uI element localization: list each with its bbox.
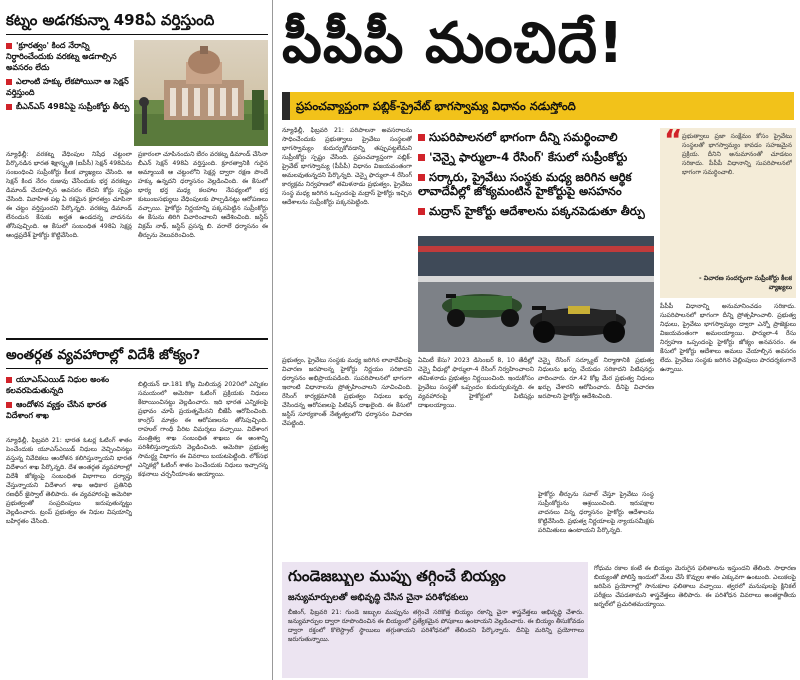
- left-top-body-a: న్యూఢిల్లీ: వరకట్న వేధింపుల నిషేధ చట్టంలా పేర్కొనడిన భారత శిక్షాస్మృతి (ఐపీసీ) సెక్షన్ 498ఏను సంబంధించి సుప్రీంకోర్టు కీలక వ్యాఖ్యలు చేసింది. ఆ సెక్షన్ కింద నేరం రుజువు చేసేందుకు భర్త వరకట్నం డిమాండ్ చేయాల్సిన అవసరం లేదని కోర్టు స్పష్టం చేసింది. వివాహిత పట్ల ఏ రకమైన క్రూరత్వం చూపినా ఈ చట్టం వర్తిస్తుందని పేర్కొన్నది. వరకట్న డిమాండ్ లేనందున కేసుకు అర్హత ఉండదన్న వాదనను తోసిపుచ్చింది. ఆ కేసులో సంబంధిత 498ఏ సెక్షన్ల ఆంధ్రప్రదేశ్ హైకోర్టు కొట్టివేసింది.: [6, 151, 132, 239]
- bullet-square-icon: [6, 104, 12, 110]
- left-top-article: [0, 0, 272, 336]
- left-top-body-b: ప్రకారంలా చూపినందుని బేరం వరకట్న డిమాండ్ చేసినా బీఎన్ సెక్షన్ 498ఏ వర్తిస్తుంది. క్రూరత్వానికి గురైన అమ్మాయికి ఆ చట్టంలోని సెక్షన్ల ద్వారా రక్షణ పొందే హక్కు ఉన్నదని ధర్మాసనం వెల్లడించింది. ఈ కేసులో భార్య భర్త మధ్య కలహాల నేపథ్యంలో భర్త కుటుంబసభ్యులు వేధింపులకు పాల్పడినట్లు ఆరోపణలు వచ్చాయి. హైకోర్టు నిర్ణయాన్ని పక్కనపెట్టిన సుప్రీంకోర్టు ఈ కేసును తిరిగి విచారించాలని ఆదేశించింది. జస్టిస్ విక్రమ్ నాథ్, జస్టిస్ ప్రసన్న బి. వరాలే ధర్మాసనం ఈ తీర్పును వెలువరించింది.: [138, 151, 268, 239]
- bullet-item: ఆందోళన వ్యక్తం చేసిన భారత విదేశాంగ శాఖ: [6, 400, 107, 420]
- bullet-square-icon: [418, 208, 425, 215]
- subheadline-text: ప్రపంచవ్యాప్తంగా పబ్లిక్-ప్రైవేట్ భాగస్వామ్య విధానం నడుస్తోంది: [296, 99, 576, 113]
- bottom-article: [278, 562, 800, 680]
- bullet-square-icon: [418, 154, 425, 161]
- right-lower-col1: ఏమిటీ కేసు? 2023 డిసెంబర్ 8, 10 తేదీల్లో చెన్నై వీధుల్లో ఫార్ములా-4 రేసింగ్ నిర్వహించాలని తమిళనాడు ప్రభుత్వం నిర్ణయించింది. ఇందుకోసం ప్రైవేటు సంస్థతో ఒప్పందం కుదుర్చుకున్నది. ఈ వ్యవహారంపై హైకోర్టులో పిటిషన్లు దాఖలయ్యాయి.: [418, 357, 534, 409]
- main-headline: పీపీపీ మంచిదే!: [282, 11, 625, 76]
- bullet-square-icon: [6, 377, 12, 383]
- bottom-headline-box: [282, 562, 588, 678]
- left-mid-headline: అంతర్గత వ్యవహారాల్లో విదేశీ జోక్యం?: [6, 347, 201, 363]
- bullet-item: బీఎన్ఎస్ 498ఏపై సుప్రీంకోర్టు తీర్పు: [6, 101, 132, 112]
- left-top-bullets: [6, 40, 132, 112]
- divider: [6, 368, 268, 369]
- column-divider: [272, 0, 273, 680]
- bullet-square-icon: [6, 79, 12, 85]
- bottom-body-right: గోధుమ రకాల కంటే ఈ బియ్యం మెరుగైన ఫలితాలను ఇస్తుందని తేలింది. సాధారణ బియ్యంతో పోలిస్తే ఇందులో మేలు చేసే కొవ్వుల శాతం ఎక్కువగా ఉంటుంది. ఎలుకలపై జరిపిన ప్రయోగాల్లో సానుకూల ఫలితాలు వచ్చాయి. త్వరలో మనుషులపై క్లినికల్ పరీక్షలు చేపడతామని శాస్త్రవేత్తలు తెలిపారు. ఈ పరిశోధన వివరాలు అంతర్జాతీయ జర్నల్‌లో ప్రచురితమయ్యాయి.: [594, 565, 796, 608]
- bullet-square-icon: [6, 402, 12, 408]
- bottom-subheadline: జన్యుమార్పులతో అభివృద్ధి చేసిన చైనా పరిశోధకులు: [288, 593, 469, 603]
- left-mid-body-a: న్యూఢిల్లీ, ఫిబ్రవరి 21: భారత ఓటర్ల ఓటింగ్ శాతం పెంచేందుకు యూఎస్ఎయిడ్ నిధులు వెచ్చించినట్టు వస్తున్న నివేదికలు ఆందోళన కలిగిస్తున్నాయని భారత విదేశాంగ శాఖ పేర్కొన్నది. దేశ అంతర్గత వ్యవహారాల్లో విదేశీ జోక్యంపై సంబంధిత విభాగాలు దర్యాప్తు చేస్తున్నాయని విదేశాంగ శాఖ అధికార ప్రతినిధి రణధీర్ జైస్వాల్ తెలిపారు. ఈ వ్యవహారంపై అమెరికా ప్రభుత్వంతో సంప్రదింపులు జరుపుతున్నట్టు వెల్లడించారు. ట్రంప్ ప్రభుత్వం ఈ నిధుల విషయాన్ని బహిర్గతం చేసింది.: [6, 437, 132, 525]
- bottom-body: బీజింగ్, ఫిబ్రవరి 21: గుండె జబ్బుల ముప్పును తగ్గించే సరికొత్త బియ్యం రకాన్ని చైనా శాస్త్రవేత్తలు అభివృద్ధి చేశారు. జన్యుమార్పుల ద్వారా రూపొందించిన ఈ బియ్యంలో ప్రత్యేకమైన పోషకాలు ఉంటాయని వెల్లడించారు. ఈ బియ్యం తీసుకోవడం ద్వారా రక్తంలో కొలెస్ట్రాల్ స్థాయిలు తగ్గుతాయని పరిశోధనలో తేలిందని పేర్కొన్నారు. దీనిపై మరిన్ని ప్రయోగాలు జరుగుతున్నాయి.: [288, 609, 584, 643]
- formula-race-cars-icon: [418, 236, 654, 352]
- quote-icon: “: [664, 123, 683, 156]
- right-lower-col3: హైకోర్టు తీర్పును సవాల్ చేస్తూ ప్రైవేటు సంస్థ సుప్రీంకోర్టును ఆశ్రయించింది. ఇరుపక్షాల వాదనలు విన్న ధర్మాసనం హైకోర్టు ఆదేశాలను కొట్టివేసింది. ప్రభుత్వ నిర్ణయాలపై న్యాయసమీక్షకు పరిమితులు ఉంటాయని పేర్కొన్నది.: [538, 491, 654, 534]
- bullet-item: యూఎస్ఎయిడ్ నిధుల అంశం కలవరపెడుతున్నది: [6, 375, 110, 395]
- subheadline-bar: [282, 92, 794, 120]
- bullet-item: సుపరిపాలనలో భాగంగా దీన్ని సమర్థించాలి: [418, 130, 652, 144]
- bullet-item: 'క్రూరత్వం' కింద నేరాన్ని నిర్ధారించేందుకు వరకట్న అడగాల్సిన అవసరం లేదు: [6, 41, 117, 72]
- quote-text: ప్రభుత్వాలు ప్రజా సంక్షేమం కోసం ప్రైవేటు సంస్థలతో భాగస్వామ్యం కావడం సహజమైన ప్రక్రియ. దీనిని అనుమానంతో చూడటం సరికాదు. పీపీపీ విధానాన్ని సుపరిపాలనలో భాగంగా సమర్థించాలి.: [682, 133, 792, 176]
- right-sidebar-points: పీపీపీ విధానాన్ని అనుమానించడం సరికాదు. సుపరిపాలనలో భాగంగా దీన్ని ప్రోత్సహించాలి. ప్రభుత్వ నిధులు, ప్రైవేటు భాగస్వామ్యం ద్వారా ఎన్నో ప్రాజెక్టులు విజయవంతంగా అమలయ్యాయి. ఫార్ములా-4 రేసు నిర్వహణ ఒప్పందంపై హైకోర్టు జోక్యం అనవసరం. ఈ కేసులో హైకోర్టు ఆదేశాలు అమలు చేయాల్సిన అవసరం లేదు. ప్రైవేటు సంస్థకు జరిగిన చెల్లింపులు పారదర్శకంగానే ఉన్నాయి.: [660, 303, 796, 373]
- race-photo: [418, 236, 654, 352]
- bullet-item: ఎలాంటి హక్కు లేకపోయినా ఆ సెక్షన్ వర్తిస్తుంది: [6, 77, 129, 97]
- right-body-col1: న్యూఢిల్లీ, ఫిబ్రవరి 21: పరిపాలనా అవసరాలను సాధించేందుకు ప్రభుత్వాలు ప్రైవేటు సంస్థలతో భాగస్వామ్యం కుదుర్చుకోవడాన్ని తప్పుపట్టలేమని సుప్రీంకోర్టు స్పష్టం చేసింది. ప్రపంచవ్యాప్తంగా పబ్లిక్-ప్రైవేట్ భాగస్వామ్య (పీపీపీ) విధానం విజయవంతంగా అమలవుతున్నదని పేర్కొన్నది. చెన్నై ఫార్ములా-4 రేసింగ్ కార్యక్రమ నిర్వహణలో తమిళనాడు ప్రభుత్వం, ప్రైవేటు సంస్థ మధ్య జరిగిన ఒప్పందంపై మద్రాస్ హైకోర్టు ఇచ్చిన ఆదేశాలను సుప్రీంకోర్టు పక్కనపెట్టింది.: [282, 127, 412, 206]
- bullet-square-icon: [418, 134, 425, 141]
- supreme-court-building-icon: [134, 40, 268, 146]
- quote-box: [660, 123, 796, 298]
- right-bullets: [418, 130, 652, 218]
- left-top-headline: కట్నం అడగకున్నా 498ఏ వర్తిస్తుంది: [6, 11, 215, 29]
- quote-attribution: - విచారణ సందర్భంగా సుప్రీంకోర్టు కీలక వ్యాఖ్యలు: [698, 275, 792, 291]
- right-body-col2: ప్రభుత్వం, ప్రైవేటు సంస్థకు మధ్య జరిగిన లావాదేవీలపై విచారణ జరపాలన్న హైకోర్టు నిర్ణయం సరికాదని ధర్మాసనం అభిప్రాయపడింది. సుపరిపాలనలో భాగంగా ఇలాంటి విధానాలను ప్రోత్సహించాలని సూచించింది. రేసింగ్ కార్యక్రమానికి ప్రభుత్వం నిధులు ఖర్చు చేసిందన్న ఆరోపణలపై పిటిషన్ దాఖలైంది. ఈ కేసులో జస్టిస్ సూర్యకాంత్ నేతృత్వంలోని ధర్మాసనం విచారణ చేపట్టింది.: [282, 357, 412, 427]
- bullet-item: సర్కారు, ప్రైవేటు సంస్థకు మధ్య జరిగిన ఆర్థిక లావాదేవీల్లో జోక్యమంటిన హైకోర్టుపై అసహనం: [418, 170, 632, 198]
- bullet-square-icon: [418, 174, 425, 181]
- left-mid-body-b: బిల్లియన్ డా.181 కోట్ల మిలియన్ల 2020లో ఎన్నికల సమయంలో అమెరికా ఓటింగ్ ప్రక్రియకు నిధులు కేటాయించినట్టు వెల్లడించారు. ఇది భారత ఎన్నికలపై ప్రభావం చూపే ప్రయత్నమేనని బీజేపీ ఆరోపించింది. కాంగ్రెస్ మాత్రం ఈ ఆరోపణలను తోసిపుచ్చింది. రాహుల్ గాంధీ పేరిట విమర్శలు వచ్చాయి. విదేశాంగ మంత్రిత్వ శాఖ సంబంధిత శాఖలు ఈ అంశాన్ని పరిశీలిస్తున్నాయని వెల్లడించింది. అమెరికా ప్రభుత్వ సామర్థ్య విభాగం ఈ వివరాలు బయటపెట్టింది. లోక్‌సభ ఎన్నికల్లో ఓటింగ్ శాతం పెంచేందుకు నిధులు ఇచ్చారన్న కథనాలు చర్చనీయాంశం అయ్యాయి.: [138, 381, 268, 478]
- left-mid-bullets: [6, 374, 132, 421]
- left-mid-article: [0, 340, 272, 680]
- bullet-item: 'చెన్నై ఫార్ములా-4 రేసింగ్' కేసులో సుప్రీంకోర్టు: [418, 150, 652, 164]
- bottom-headline: గుండెజబ్బుల ముప్పు తగ్గించే బియ్యం: [288, 567, 506, 585]
- right-top-article: [278, 0, 800, 560]
- divider: [6, 34, 268, 35]
- right-lower-col2: చెన్నై రేసింగ్ సర్క్యూట్ నిర్మాణానికి ప్రభుత్వ నిధులను ఖర్చు చేయడం సరికాదని పిటిషనర్లు వాదించారు. రూ.42 కోట్ల మేర ప్రభుత్వ నిధులు ఖర్చు చేశారని ఆరోపించారు. దీనిపై విచారణ జరపాలని హైకోర్టు ఆదేశించింది.: [538, 357, 654, 400]
- bullet-item: మద్రాస్ హైకోర్టు ఆదేశాలను పక్కనపెడుతూ తీర్పు: [418, 204, 652, 218]
- bullet-square-icon: [6, 43, 12, 49]
- supreme-court-photo: [134, 40, 268, 146]
- subheadline-accent: [282, 92, 290, 120]
